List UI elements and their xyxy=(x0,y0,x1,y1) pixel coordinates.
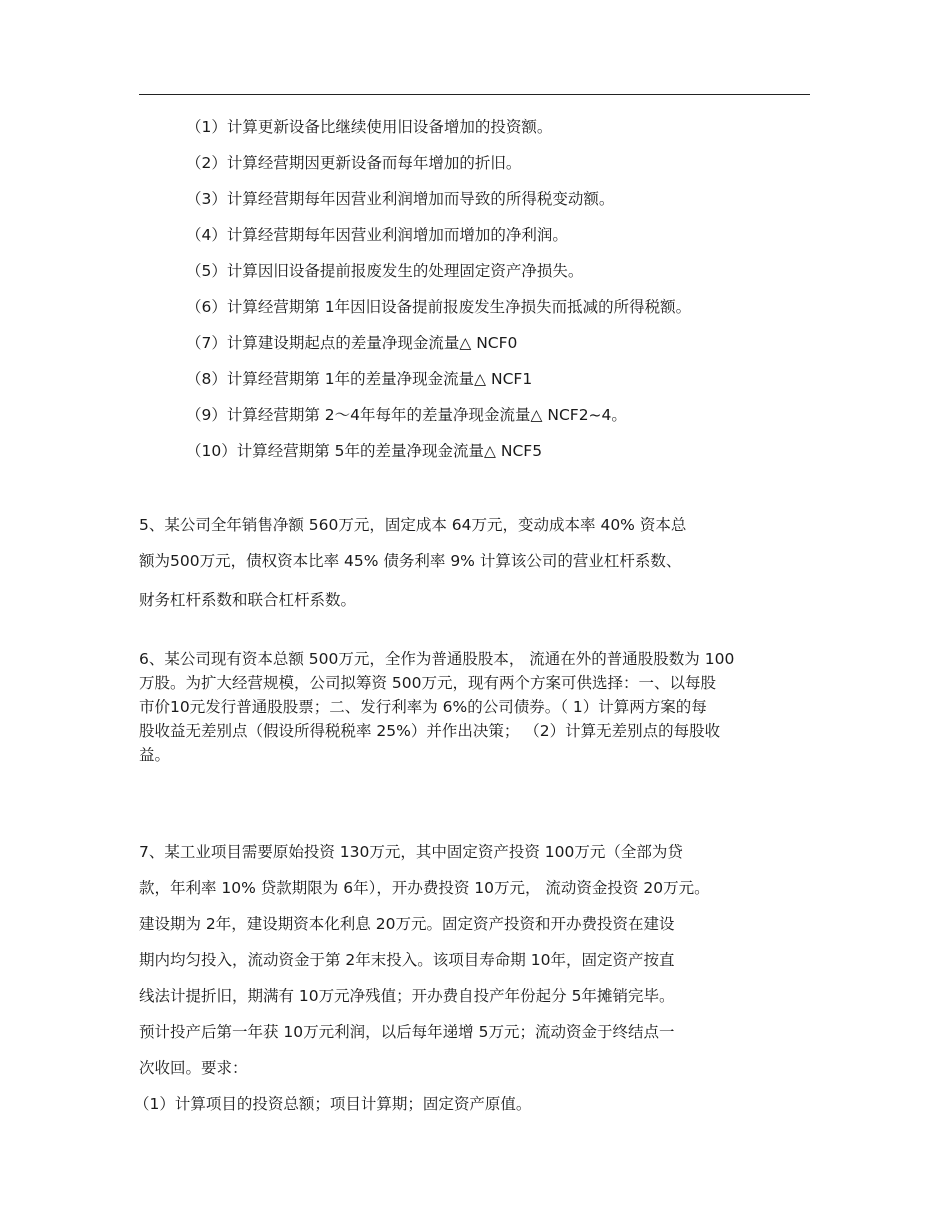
q7-line: 7、某工业项目需要原始投资 130万元，其中固定资产投资 100万元（全部为贷 xyxy=(139,843,683,861)
sub-item-7: （7）计算建设期起点的差量净现金流量△ NCF0 xyxy=(186,334,518,352)
sub-item-6: （6）计算经营期第 1年因旧设备提前报废发生净损失而抵减的所得税额。 xyxy=(186,298,692,316)
sub-item-9: （9）计算经营期第 2～4年每年的差量净现金流量△ NCF2~4。 xyxy=(186,406,627,424)
q6-line: 益。 xyxy=(139,746,171,764)
q7-line: 次收回。要求： xyxy=(139,1059,248,1077)
q6-line: 市价10元发行普通股股票；二、发行利率为 6%的公司债券。（ 1）计算两方案的每 xyxy=(139,698,707,716)
sub-item-5: （5）计算因旧设备提前报废发生的处理固定资产净损失。 xyxy=(186,262,584,280)
q5-line: 额为500万元，债权资本比率 45% 债务利率 9% 计算该公司的营业杠杆系数、 xyxy=(139,552,682,570)
header-rule xyxy=(139,94,810,95)
q7-requirement-1: （1）计算项目的投资总额；项目计算期；固定资产原值。 xyxy=(134,1095,532,1113)
q7-line: 款，年利率 10% 贷款期限为 6年），开办费投资 10万元， 流动资金投资 20万元。 xyxy=(139,879,710,897)
q6-line: 6、某公司现有资本总额 500万元，全作为普通股股本， 流通在外的普通股股数为 100 xyxy=(139,650,735,668)
sub-item-1: （1）计算更新设备比继续使用旧设备增加的投资额。 xyxy=(186,118,553,136)
q5-line: 财务杠杆系数和联合杠杆系数。 xyxy=(139,591,357,609)
sub-item-2: （2）计算经营期因更新设备而每年增加的折旧。 xyxy=(186,154,522,172)
sub-item-10: （10）计算经营期第 5年的差量净现金流量△ NCF5 xyxy=(186,442,543,460)
q7-line: 线法计提折旧，期满有 10万元净残值；开办费自投产年份起分 5年摊销完毕。 xyxy=(139,987,675,1005)
sub-item-4: （4）计算经营期每年因营业利润增加而增加的净利润。 xyxy=(186,226,568,244)
q5-line: 5、某公司全年销售净额 560万元，固定成本 64万元，变动成本率 40% 资本总 xyxy=(139,516,687,534)
q7-line: 建设期为 2年，建设期资本化利息 20万元。固定资产投资和开办费投资在建设 xyxy=(139,915,675,933)
q6-line: 股收益无差别点（假设所得税税率 25%）并作出决策； （2）计算无差别点的每股收 xyxy=(139,722,721,740)
q6-line: 万股。为扩大经营规模，公司拟筹资 500万元，现有两个方案可供选择：一、以每股 xyxy=(139,674,717,692)
sub-item-3: （3）计算经营期每年因营业利润增加而导致的所得税变动额。 xyxy=(186,190,615,208)
q7-line: 预计投产后第一年获 10万元利润，以后每年递增 5万元；流动资金于终结点一 xyxy=(139,1023,675,1041)
q7-line: 期内均匀投入，流动资金于第 2年末投入。该项目寿命期 10年，固定资产按直 xyxy=(139,951,675,969)
sub-item-8: （8）计算经营期第 1年的差量净现金流量△ NCF1 xyxy=(186,370,533,388)
